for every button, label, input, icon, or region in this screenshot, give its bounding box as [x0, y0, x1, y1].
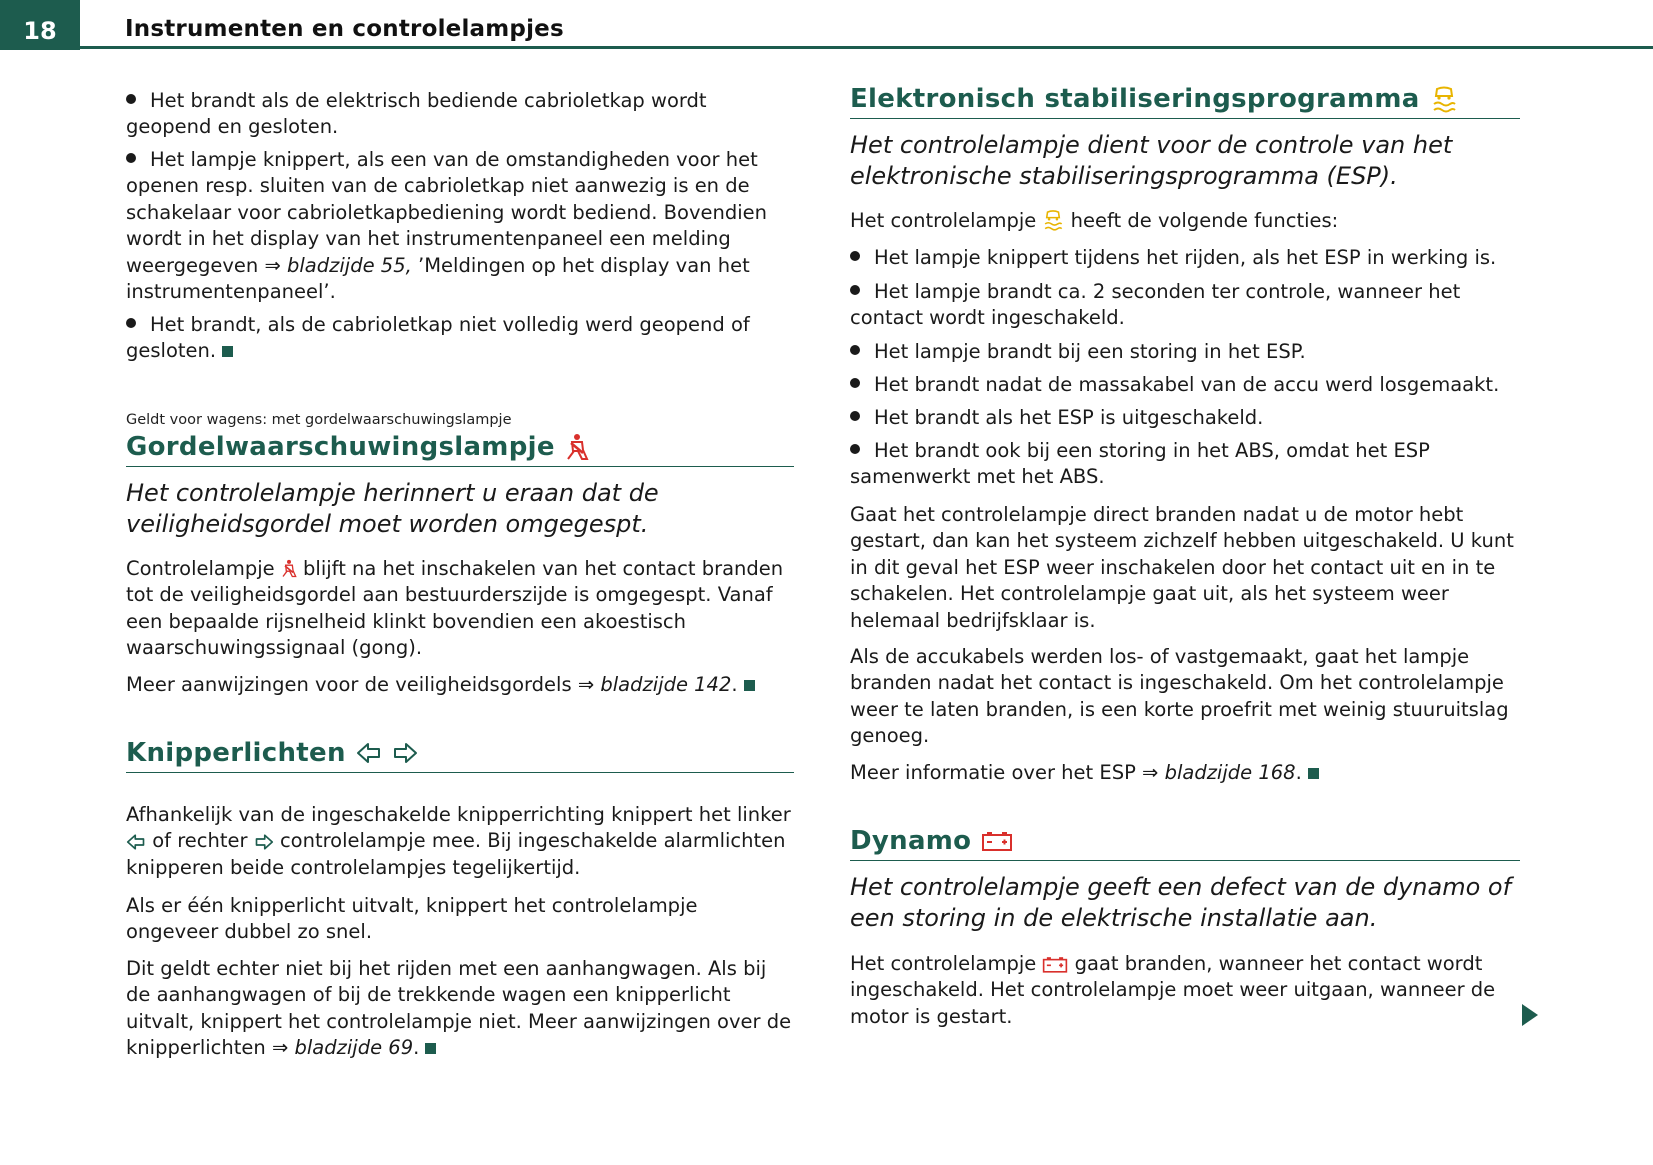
- turn-right-icon: [392, 741, 418, 765]
- list-item: Het lampje knippert tijdens het rijden, als het ESP in werking is.: [850, 245, 1520, 271]
- bullet-dot: [850, 285, 860, 295]
- end-mark: [1308, 768, 1319, 779]
- arrow-icon: ⇒: [271, 1036, 289, 1060]
- list-item: Het lampje brandt bij een storing in het ESP.: [850, 339, 1520, 365]
- list-item: Het brandt ook bij een storing in het ABS, omdat het ESP samenwerkt met het ABS.: [850, 439, 1430, 489]
- turn-right-icon: [254, 833, 274, 851]
- arrow-icon: ⇒: [264, 253, 281, 277]
- arrow-icon: ⇒: [1142, 761, 1159, 784]
- paragraph: Het controlelampje gaat branden, wanneer het contact wordt ingeschakeld. Het controlelampje moet weer uitgaan, wanneer de motor is gestart.: [850, 952, 1496, 1028]
- bullet-dot: [850, 345, 860, 355]
- condition-note: Geldt voor wagens: met gordelwaarschuwingslampje: [126, 412, 512, 428]
- esp-skid-icon: [1042, 209, 1064, 231]
- header-rule: [80, 46, 1653, 49]
- turn-left-icon: [126, 833, 146, 851]
- seatbelt-warning-icon: [565, 433, 589, 461]
- section-heading-belt: Gordelwaarschuwingslampje: [126, 432, 794, 467]
- section-lead: Het controlelampje dient voor de controle van het elektronische stabiliseringsprogramma (ESP).: [850, 131, 1453, 190]
- list-item: Het brandt als de elektrisch bediende cabrioletkap wordt geopend en gesloten.: [126, 89, 707, 139]
- list-item: Het lampje knippert, als een van de omstandigheden voor het openen resp. sluiten van de cabrioletkap niet aanwezig is en de schakelaar voor cabrioletkapbediening wordt bediend. Bovendien wordt in het display van het instrumentenpaneel een melding weergegeven ⇒ bladzijde 55, ’Meldingen op het display van het instrumentenpaneel’.: [126, 148, 767, 304]
- next-page-arrow-icon[interactable]: [1522, 1004, 1538, 1026]
- page-header: [0, 0, 1653, 50]
- paragraph: Gaat het controlelampje direct branden nadat u de motor hebt gestart, dan kan het systeem zichzelf hebben uitgeschakeld. U kunt in dit geval het ESP weer inschakelen door het contact uit en in te schakelen. Het controlelampje gaat uit, als het systeem weer helemaal bedrijfsklaar is.: [850, 503, 1514, 632]
- page-reference-link[interactable]: bladzijde 168: [1164, 761, 1296, 784]
- section-lead: Het controlelampje herinnert u eraan dat de veiligheidsgordel moet worden omgegespt.: [126, 479, 659, 538]
- list-item: Het brandt als het ESP is uitgeschakeld.: [850, 405, 1520, 431]
- end-mark: [744, 680, 755, 691]
- paragraph: Meer aanwijzingen voor de veiligheidsgordels ⇒ bladzijde 142.: [126, 672, 794, 698]
- paragraph: Als de accukabels werden los- of vastgemaakt, gaat het lampje branden nadat het contact is ingeschakeld. Om het controlelampje weer te laten branden, is een korte proefrit met weinig stuuruitslag genoeg.: [850, 645, 1509, 748]
- page-reference-link[interactable]: bladzijde 142: [600, 673, 732, 696]
- turn-left-icon: [356, 741, 382, 765]
- paragraph: Meer informatie over het ESP ⇒ bladzijde 168.: [850, 760, 1520, 786]
- section-heading-esp: Elektronisch stabiliseringsprogramma: [850, 84, 1520, 119]
- bullet-dot: [126, 94, 136, 104]
- list-item: Het brandt, als de cabrioletkap niet volledig werd geopend of gesloten.: [126, 313, 750, 363]
- list-item: Het brandt nadat de massakabel van de accu werd losgemaakt.: [850, 372, 1520, 398]
- page-reference-link[interactable]: bladzijde 55,: [287, 253, 412, 277]
- battery-icon: [981, 830, 1013, 852]
- section-heading-blinkers: Knipperlichten: [126, 738, 794, 773]
- bullet-dot: [126, 318, 136, 328]
- page-reference-link[interactable]: bladzijde 69: [294, 1036, 414, 1060]
- section-heading-dynamo: Dynamo: [850, 826, 1520, 861]
- page-number: 18: [0, 0, 80, 50]
- list-item: Het lampje brandt ca. 2 seconden ter controle, wanneer het contact wordt ingeschakeld.: [850, 280, 1461, 330]
- arrow-icon: ⇒: [577, 673, 595, 696]
- paragraph: Als er één knipperlicht uitvalt, knippert het controlelampje ongeveer dubbel zo snel.: [126, 894, 698, 944]
- bullet-dot: [126, 153, 136, 163]
- seatbelt-warning-icon: [281, 558, 297, 579]
- bullet-dot: [850, 411, 860, 421]
- bullet-dot: [850, 444, 860, 454]
- end-mark: [425, 1043, 436, 1054]
- paragraph: Dit geldt echter niet bij het rijden met een aanhangwagen. Als bij de aanhangwagen of bij de trekkende wagen een knipperlicht uitvalt, knippert het controlelampje niet. Meer aanwijzingen over de knipperlichten ⇒ bladzijde 69.: [126, 957, 792, 1060]
- section-lead: Het controlelampje geeft een defect van de dynamo of een storing in de elektrische installatie aan.: [850, 873, 1512, 932]
- esp-skid-icon: [1430, 85, 1458, 113]
- page-title: Instrumenten en controlelampjes: [125, 16, 564, 42]
- paragraph: Controlelampje blijft na het inschakelen van het contact branden tot de veiligheidsgordel aan bestuurderszijde is omgegespt. Vanaf een bepaalde rijsnelheid klinkt bovendien een akoestisch waarschuwingssignaal (gong).: [126, 557, 784, 660]
- paragraph: Afhankelijk van de ingeschakelde knipperrichting knippert het linker of rechter controlelampje mee. Bij ingeschakelde alarmlichten knipperen beide controlelampjes tegelijkertijd.: [126, 803, 791, 879]
- paragraph: Het controlelampje heeft de volgende functies:: [850, 209, 1339, 232]
- bullet-dot: [850, 251, 860, 261]
- end-mark: [222, 346, 233, 357]
- battery-icon: [1042, 955, 1068, 974]
- bullet-dot: [850, 378, 860, 388]
